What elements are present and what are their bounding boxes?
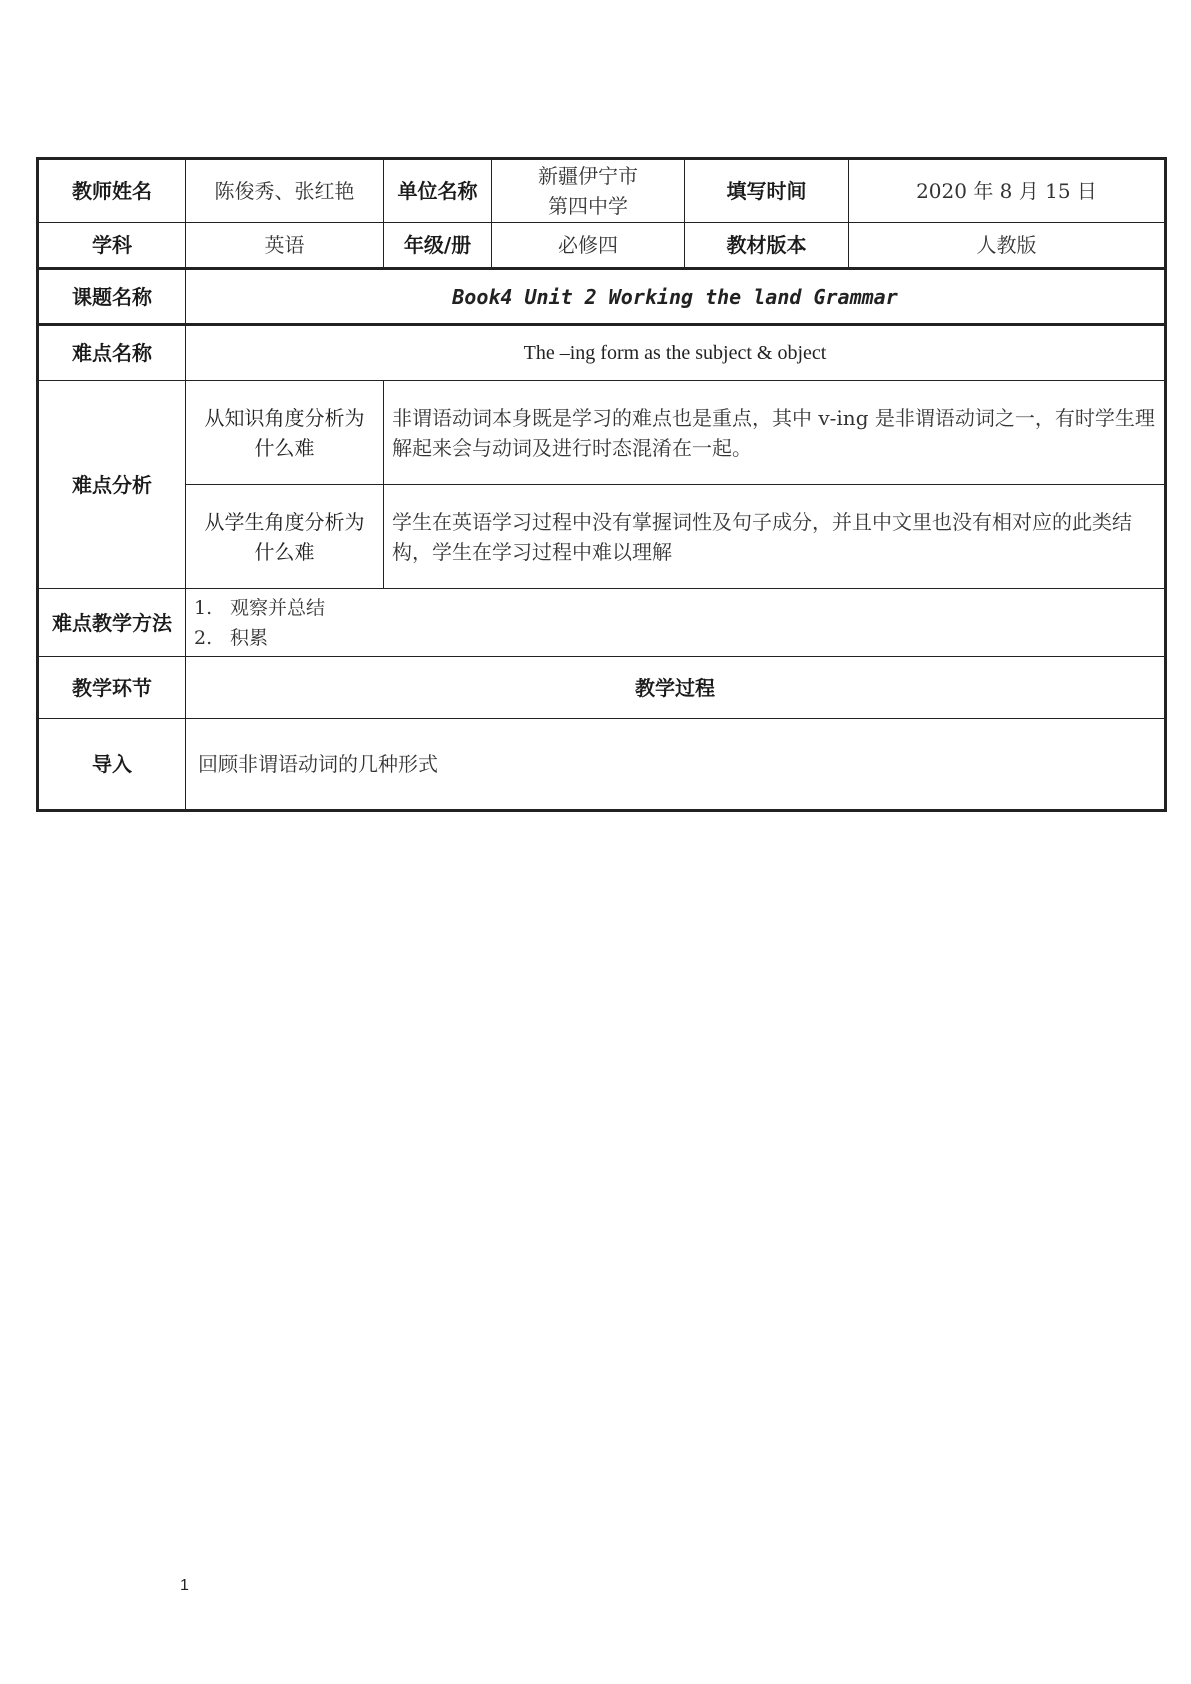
lesson-plan-table [36,157,1167,812]
list-item [194,593,1156,623]
header-row-2 [38,223,1166,269]
date-value: 2020 年 8 月 15 日 [849,159,1166,223]
student-label-line2: 什么难 [254,539,315,564]
unit-value-line1: 新疆伊宁市 [538,164,638,188]
methods-row [38,589,1166,657]
header-row-1 [38,159,1166,223]
date-label: 填写时间 [685,159,849,223]
topic-value: Book4 Unit 2 Working the land Grammar [186,269,1166,325]
edition-label: 教材版本 [685,223,849,269]
topic-row [38,269,1166,325]
intro-row [38,719,1166,811]
analysis-knowledge-row [38,381,1166,485]
difficulty-label: 难点名称 [38,325,186,381]
analysis-student-row [38,485,1166,589]
process-label: 教学过程 [186,657,1166,719]
unit-value [492,159,685,223]
list-number: 1. [194,596,213,619]
knowledge-text: 非谓语动词本身既是学习的难点也是重点，其中 v-ing 是非谓语动词之一，有时学生理解起来会与动词及进行时态混淆在一起。 [384,381,1166,485]
methods-list [186,589,1166,657]
list-number: 2. [194,626,213,649]
subject-label: 学科 [38,223,186,269]
list-text: 积累 [230,626,269,649]
stage-label: 教学环节 [38,657,186,719]
grade-value: 必修四 [492,223,685,269]
student-text: 学生在英语学习过程中没有掌握词性及句子成分，并且中文里也没有相对应的此类结构，学生在学习过程中难以理解 [384,485,1166,589]
edition-value: 人教版 [849,223,1166,269]
analysis-label: 难点分析 [38,381,186,589]
list-text: 观察并总结 [230,596,326,619]
difficulty-value: The –ing form as the subject & object [186,325,1166,381]
student-label [186,485,384,589]
grade-label: 年级/册 [384,223,492,269]
student-label-line1: 从学生角度分析为 [204,509,365,534]
knowledge-label-line1: 从知识角度分析为 [204,405,365,430]
intro-label: 导入 [38,719,186,811]
methods-label: 难点教学方法 [38,589,186,657]
knowledge-label-line2: 什么难 [254,435,315,460]
intro-text: 回顾非谓语动词的几种形式 [186,719,1166,811]
topic-label: 课题名称 [38,269,186,325]
page-number: 1 [180,1577,189,1594]
knowledge-label [186,381,384,485]
difficulty-row [38,325,1166,381]
subject-value: 英语 [186,223,384,269]
teacher-value: 陈俊秀、张红艳 [186,159,384,223]
unit-label: 单位名称 [384,159,492,223]
unit-value-line2: 第四中学 [548,194,628,218]
teacher-label: 教师姓名 [38,159,186,223]
process-header-row [38,657,1166,719]
list-item [194,623,1156,653]
